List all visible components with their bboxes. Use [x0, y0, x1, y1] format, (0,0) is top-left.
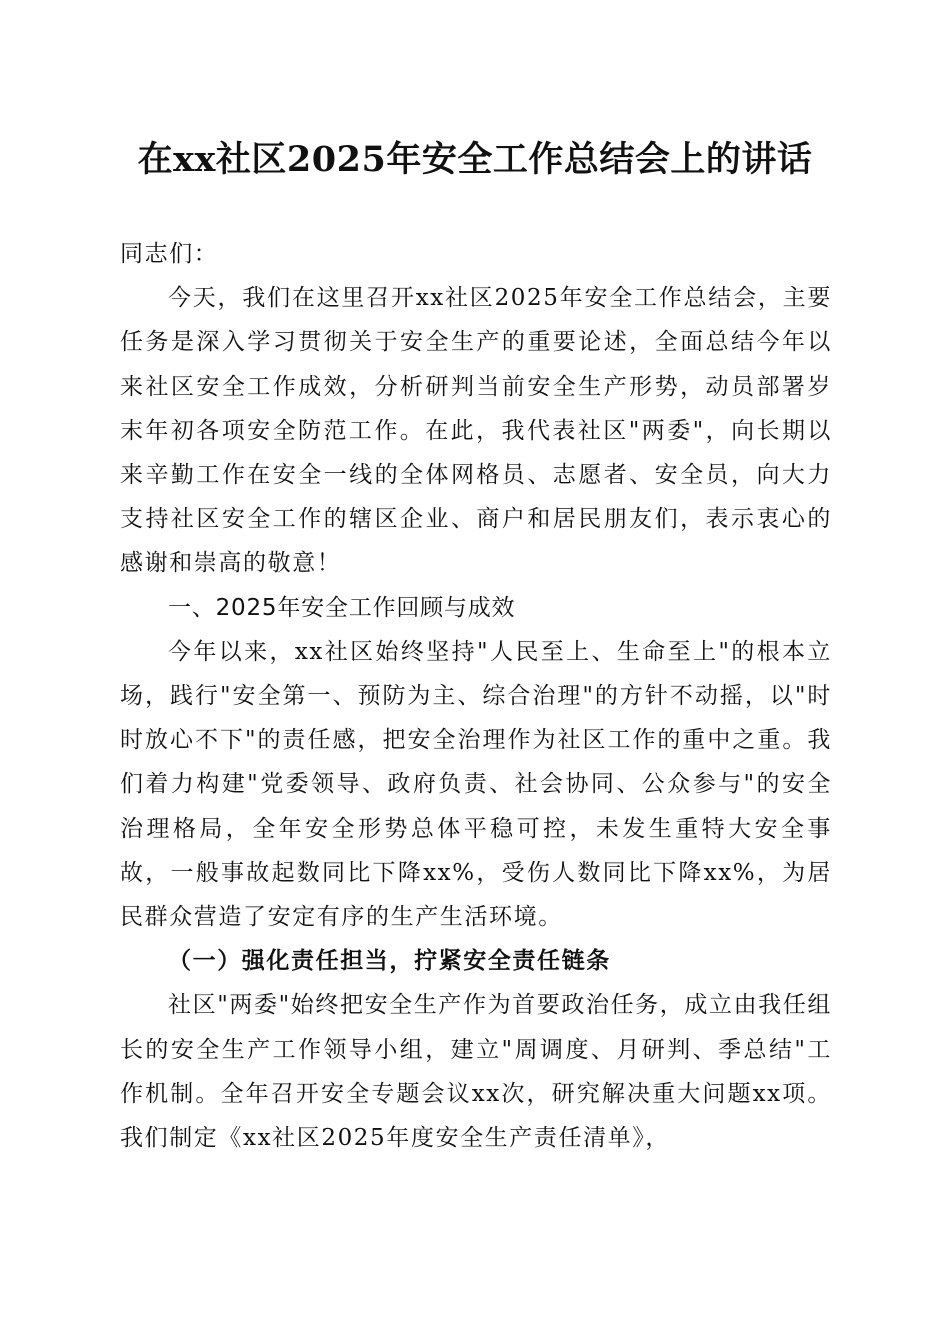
- salutation: 同志们：: [120, 241, 219, 267]
- document-title: 在xx社区2025年安全工作总结会上的讲话: [137, 139, 813, 180]
- document-body: [120, 232, 832, 1160]
- section-1-heading: 一、2025年安全工作回顾与成效: [168, 594, 516, 621]
- subsection-1-heading: （一）强化责任担当，拧紧安全责任链条: [168, 947, 611, 975]
- intro-paragraph: 今天，我们在这里召开xx社区2025年安全工作总结会，主要任务是深入学习贯彻关于安全生产的重要论述，全面总结今年以来社区安全工作成效，分析研判当前安全生产形势，动员部署岁末年初各项安全防范工作。在此，我代表社区"两委"，向长期以来辛勤工作在安全一线的全体网格员、志愿者、安全员，向大力支持社区安全工作的辖区企业、商户和居民朋友们，表示衷心的感谢和崇高的敬意！: [120, 285, 832, 577]
- section-1-paragraph: 今年以来，xx社区始终坚持"人民至上、生命至上"的根本立场，践行"安全第一、预防为主、综合治理"的方针不动摇，以"时时放心不下"的责任感，把安全治理作为社区工作的重中之重。我们着力构建"党委领导、政府负责、社会协同、公众参与"的安全治理格局，全年安全形势总体平稳可控，未发生重特大安全事故，一般事故起数同比下降xx%，受伤人数同比下降xx%，为居民群众营造了安定有序的生产生活环境。: [120, 638, 832, 931]
- subsection-1-paragraph: 社区"两委"始终把安全生产作为首要政治任务，成立由我任组长的安全生产工作领导小组，建立"周调度、月研判、季总结"工作机制。全年召开安全专题会议xx次，研究解决重大问题xx项。我们制定《xx社区2025年度安全生产责任清单》，: [120, 992, 832, 1152]
